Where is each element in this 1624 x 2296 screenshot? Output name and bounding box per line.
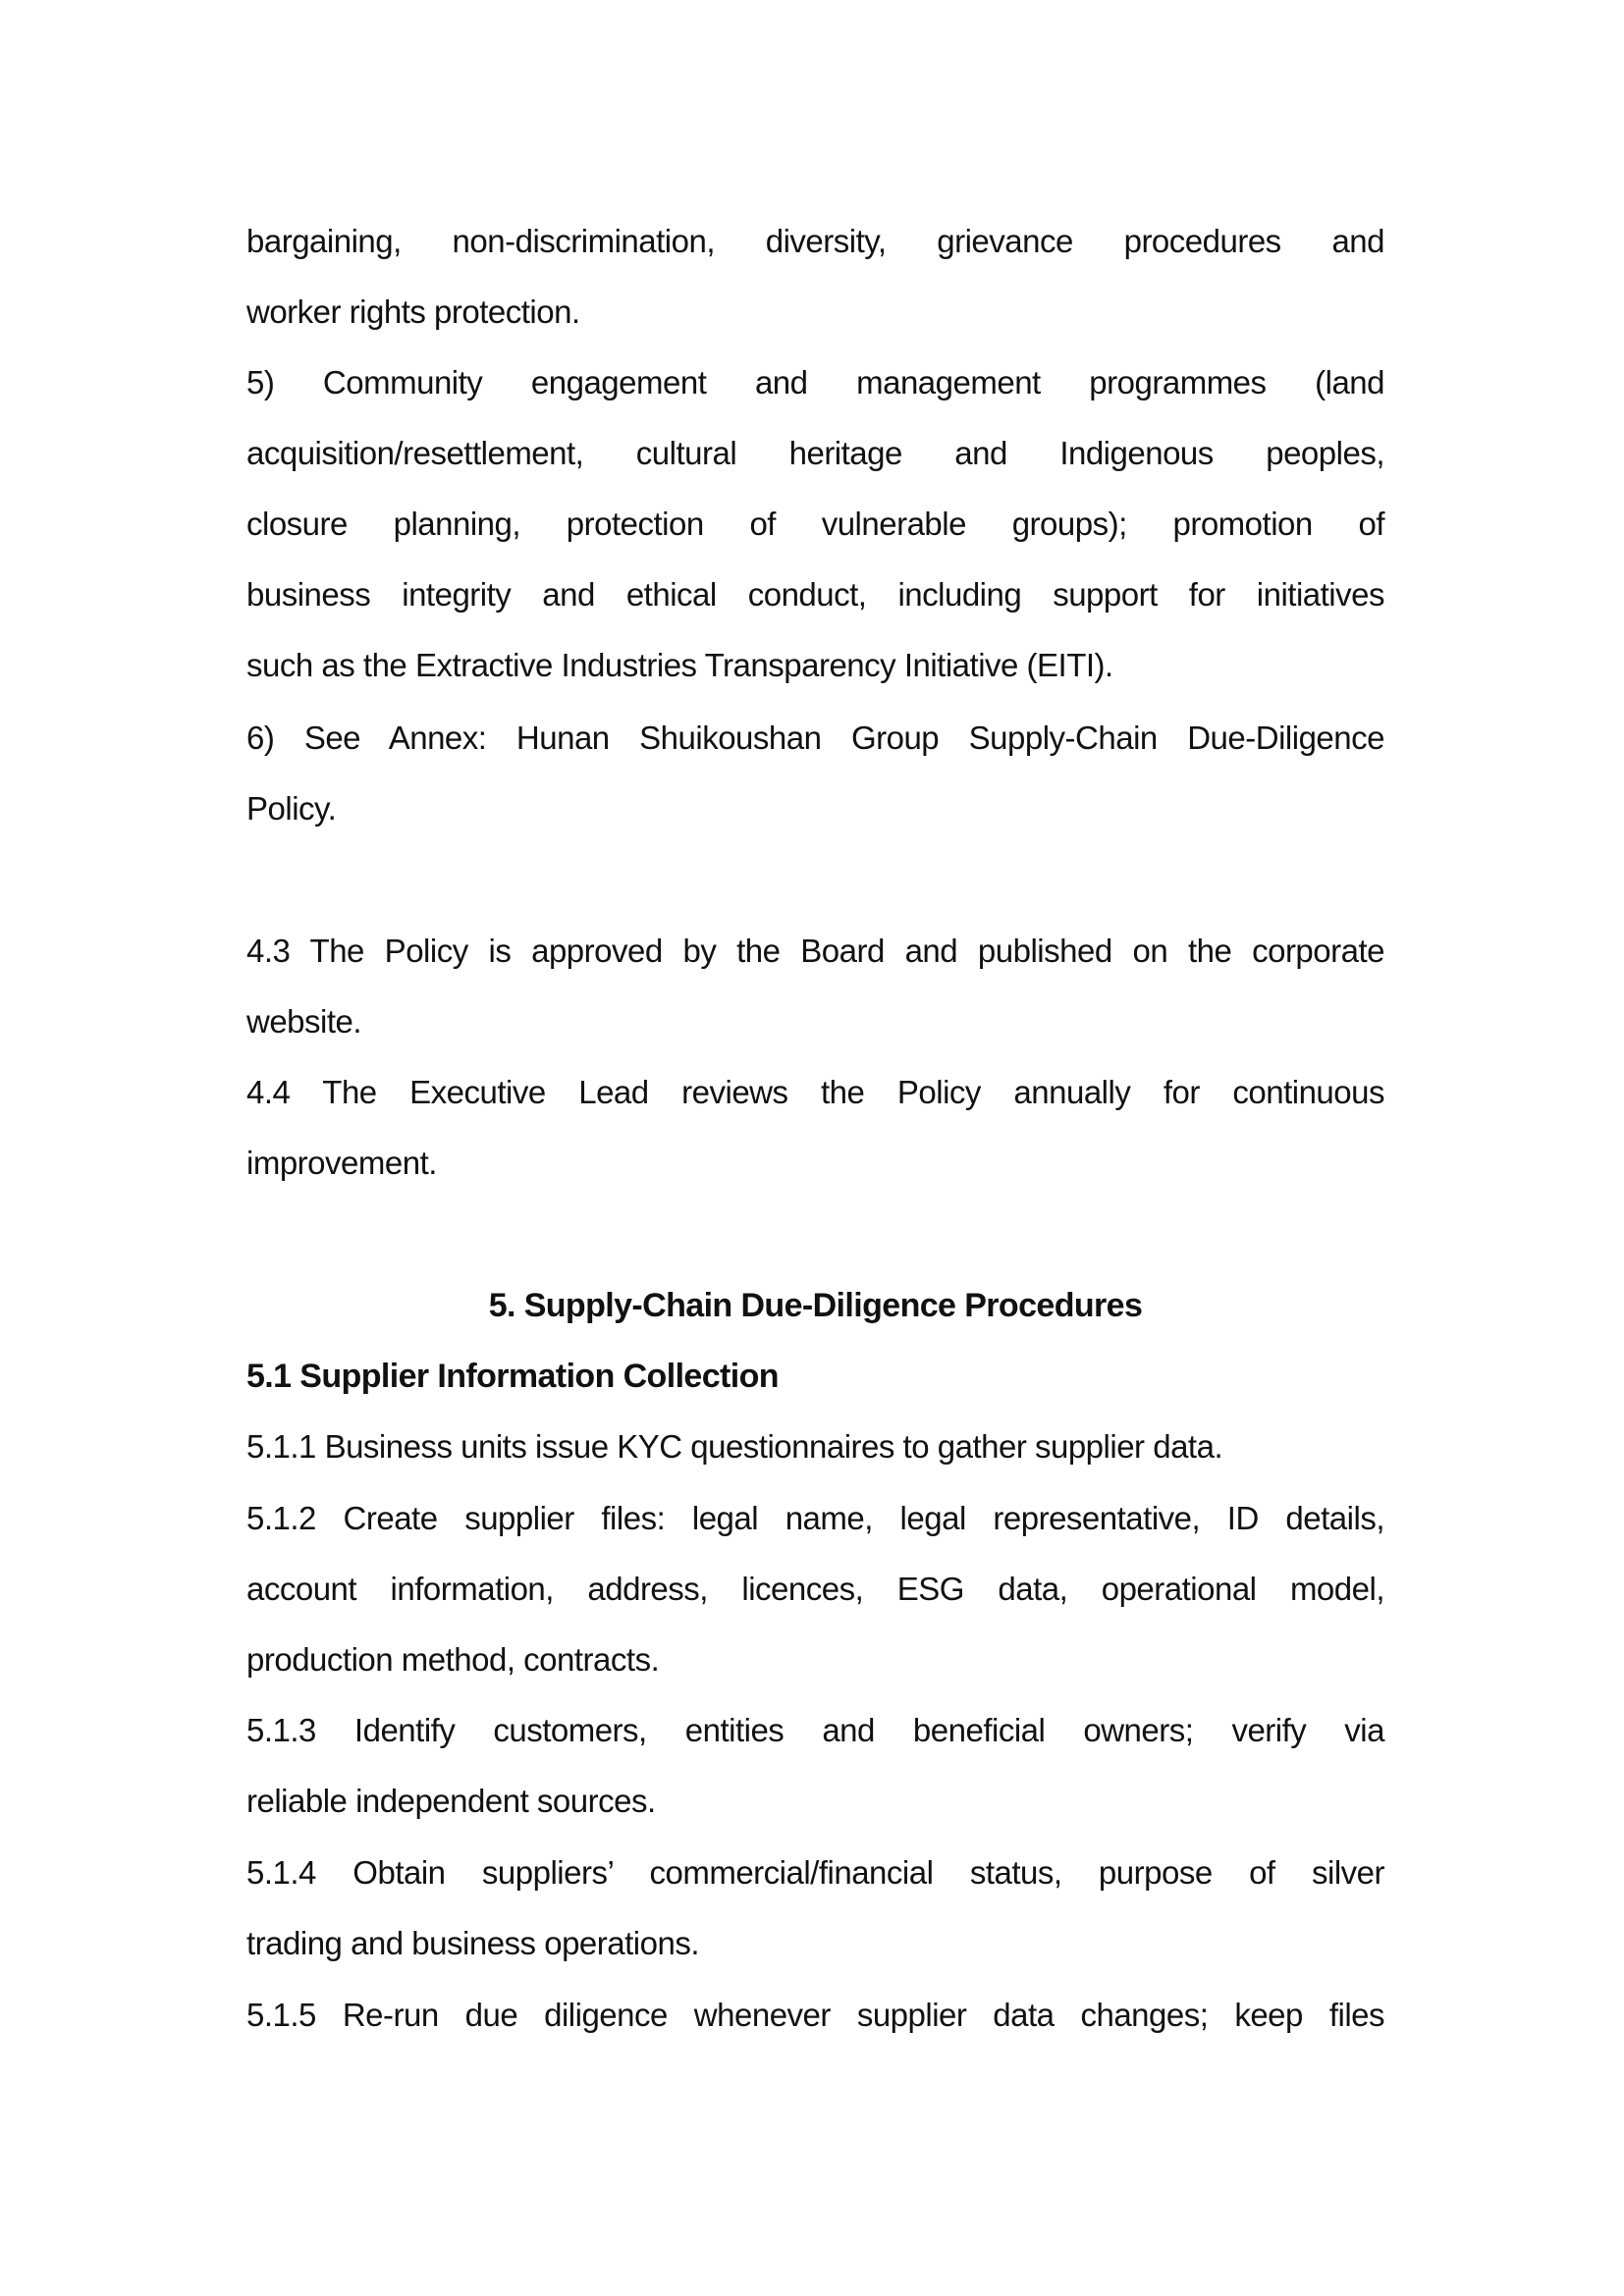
item5-line-3: closure planning, protection of vulnerable groups); promotion of xyxy=(246,506,1384,542)
item5-line-2: acquisition/resettlement, cultural heritage and Indigenous peoples, xyxy=(246,435,1384,471)
item5-line-1: 5) Community engagement and management programmes (land xyxy=(246,364,1384,400)
para-5-1-4-line-1: 5.1.4 Obtain suppliers’ commercial/financial status, purpose of silver xyxy=(246,1854,1384,1891)
para-5-1-5-line-1: 5.1.5 Re-run due diligence whenever supplier data changes; keep files xyxy=(246,1997,1384,2033)
item5-line-4: business integrity and ethical conduct, including support for initiatives xyxy=(246,576,1384,613)
item6-line-2: Policy. xyxy=(246,790,337,827)
para-4-4-line-2: improvement. xyxy=(246,1145,437,1181)
para-5-1-1-line-1: 5.1.1 Business units issue KYC questionnaires to gather supplier data. xyxy=(246,1428,1223,1465)
para-4-3-line-1: 4.3 The Policy is approved by the Board and published on the corporate xyxy=(246,933,1384,969)
para-5-1-4-line-2: trading and business operations. xyxy=(246,1925,699,1961)
para-4-3-line-2: website. xyxy=(246,1003,362,1040)
item6-line-1: 6) See Annex: Hunan Shuikoushan Group Supply-Chain Due-Diligence xyxy=(246,720,1384,756)
para-4-4-line-1: 4.4 The Executive Lead reviews the Policy annually for continuous xyxy=(246,1074,1384,1110)
item4-line-2: worker rights protection. xyxy=(246,294,580,330)
para-5-1-3-line-2: reliable independent sources. xyxy=(246,1783,656,1819)
section-5-heading: 5. Supply-Chain Due-Diligence Procedures xyxy=(488,1287,1143,1324)
para-5-1-3-line-1: 5.1.3 Identify customers, entities and beneficial owners; verify via xyxy=(246,1712,1384,1748)
item4-line-1: bargaining, non-discrimination, diversity, grievance procedures and xyxy=(246,223,1384,259)
para-5-1-2-line-1: 5.1.2 Create supplier files: legal name, legal representative, ID details, xyxy=(246,1500,1384,1536)
para-5-1-2-line-2: account information, address, licences, ESG data, operational model, xyxy=(246,1571,1384,1607)
item5-line-5: such as the Extractive Industries Transparency Initiative (EITI). xyxy=(246,647,1113,683)
para-5-1-2-line-3: production method, contracts. xyxy=(246,1641,660,1678)
section-5-1-heading: 5.1 Supplier Information Collection xyxy=(246,1358,779,1395)
